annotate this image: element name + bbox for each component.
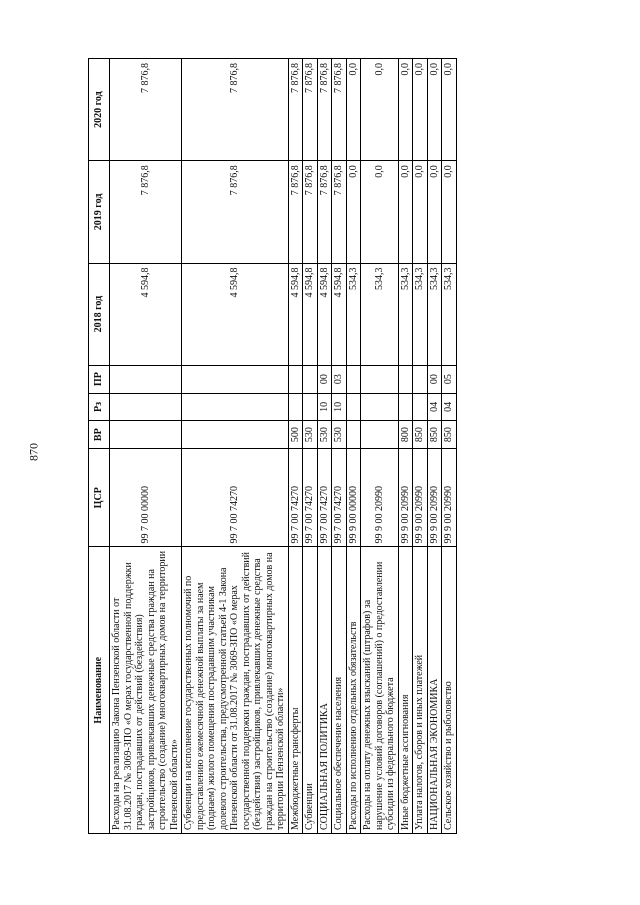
cell-rz [361,393,399,421]
cell-name: Межбюджетные трансферты [288,547,303,834]
cell-2019: 7 876,8 [182,161,289,263]
header-2019: 2019 год [89,161,110,263]
table-row [110,59,182,834]
cell-name: Сельское хозяйство и рыболовство [442,547,457,834]
cell-rz: 04 [427,393,442,421]
cell-name: Субвенции на исполнение государственных полномочий по предоставлению ежемесячной денежной выплаты за наем (поднаем) жилого помещения пострадавшим участникам долевого строительства, предусмотренной статьей 4-1 Закона Пензенской области от 31.08.2017 № 3069-ЗПО «О мерах государственной поддержки граждан, пострадавших от действий (бездействия) застройщиков, привлекавших денежные средства граждан на строительство (создание) многоквартирных домов на территории Пензенской области» [182,547,289,834]
cell-2018: 4 594,8 [317,263,332,365]
cell-2018: 4 594,8 [332,263,347,365]
cell-vr: 530 [317,421,332,449]
cell-csr: 99 7 00 74270 [303,449,318,547]
cell-rz [398,393,413,421]
cell-2018: 534,3 [427,263,442,365]
cell-2019: 7 876,8 [110,161,182,263]
cell-2018: 534,3 [442,263,457,365]
cell-2020: 7 876,8 [288,59,303,161]
cell-2020: 0,0 [361,59,399,161]
header-rz: Рз [89,393,110,421]
cell-vr: 800 [398,421,413,449]
cell-name: Уплата налогов, сборов и иных платежей [413,547,428,834]
cell-rz [346,393,361,421]
page-number: 870 [26,443,41,461]
cell-rz [288,393,303,421]
cell-2019: 7 876,8 [303,161,318,263]
cell-2020: 0,0 [398,59,413,161]
cell-2019: 0,0 [346,161,361,263]
header-2020: 2020 год [89,59,110,161]
cell-pr [398,365,413,393]
cell-pr: 03 [332,365,347,393]
cell-vr: 850 [413,421,428,449]
cell-2018: 4 594,8 [182,263,289,365]
cell-pr [182,365,289,393]
cell-pr: 00 [317,365,332,393]
cell-rz: 10 [317,393,332,421]
cell-name: Расходы на реализацию Закона Пензенской области от 31.08.2017 № 3069-ЗПО «О мерах государственной поддержки граждан, пострадавших от действий (бездействия) застройщиков, привлекавших денежные средства граждан на строительство (создание) многоквартирных домов на территории Пензенской области» [110,547,182,834]
cell-rz [182,393,289,421]
cell-2018: 4 594,8 [110,263,182,365]
cell-name: Субвенции [303,547,318,834]
cell-csr: 99 9 00 20990 [361,449,399,547]
cell-csr: 99 9 00 00000 [346,449,361,547]
cell-name: Расходы по исполнению отдельных обязательств [346,547,361,834]
cell-name: Иные бюджетные ассигнования [398,547,413,834]
header-vr: ВР [89,421,110,449]
cell-csr: 99 9 00 20990 [427,449,442,547]
cell-vr: 530 [332,421,347,449]
cell-pr [110,365,182,393]
cell-pr [346,365,361,393]
cell-2018: 4 594,8 [288,263,303,365]
cell-name: Социальное обеспечение населения [332,547,347,834]
header-2018: 2018 год [89,263,110,365]
cell-rz: 10 [332,393,347,421]
table-row [361,59,399,834]
cell-name: СОЦИАЛЬНАЯ ПОЛИТИКА [317,547,332,834]
cell-2018: 534,3 [398,263,413,365]
cell-csr: 99 7 00 74270 [332,449,347,547]
cell-2020: 0,0 [413,59,428,161]
cell-2019: 0,0 [442,161,457,263]
cell-2018: 534,3 [346,263,361,365]
table-row [288,59,303,834]
cell-2019: 0,0 [398,161,413,263]
cell-rz [110,393,182,421]
table-row [442,59,457,834]
cell-pr [288,365,303,393]
cell-2020: 7 876,8 [303,59,318,161]
cell-2018: 4 594,8 [303,263,318,365]
cell-vr [110,421,182,449]
cell-pr [361,365,399,393]
table-row [427,59,442,834]
cell-name: Расходы на оплату денежных взысканий (штрафов) за нарушение условий договоров (соглашений) о предоставлении субсидии из федерального бюджета [361,547,399,834]
cell-vr [346,421,361,449]
cell-vr [182,421,289,449]
cell-2019: 7 876,8 [332,161,347,263]
cell-vr [361,421,399,449]
cell-csr: 99 7 00 74270 [317,449,332,547]
table-header-row [89,59,110,834]
cell-rz [303,393,318,421]
cell-2019: 7 876,8 [317,161,332,263]
cell-pr: 00 [427,365,442,393]
cell-vr: 500 [288,421,303,449]
cell-name: НАЦИОНАЛЬНАЯ ЭКОНОМИКА [427,547,442,834]
cell-2020: 7 876,8 [182,59,289,161]
budget-table-container [88,58,508,834]
cell-2019: 7 876,8 [288,161,303,263]
table-row [413,59,428,834]
cell-vr: 850 [442,421,457,449]
cell-csr: 99 9 00 20990 [442,449,457,547]
budget-table [88,58,457,834]
cell-2018: 534,3 [413,263,428,365]
cell-rz [413,393,428,421]
cell-2019: 0,0 [361,161,399,263]
cell-vr: 850 [427,421,442,449]
cell-2020: 7 876,8 [110,59,182,161]
cell-pr: 05 [442,365,457,393]
cell-2020: 7 876,8 [317,59,332,161]
cell-2018: 534,3 [361,263,399,365]
table-row [346,59,361,834]
cell-2020: 0,0 [442,59,457,161]
cell-vr: 530 [303,421,318,449]
table-row [317,59,332,834]
table-row [332,59,347,834]
cell-pr [303,365,318,393]
header-csr: ЦСР [89,449,110,547]
cell-2019: 0,0 [427,161,442,263]
header-name: Наименование [89,547,110,834]
cell-pr [413,365,428,393]
cell-csr: 99 9 00 20990 [413,449,428,547]
cell-2020: 0,0 [346,59,361,161]
cell-2020: 0,0 [427,59,442,161]
header-pr: ПР [89,365,110,393]
cell-csr: 99 7 00 00000 [110,449,182,547]
table-row [182,59,289,834]
cell-2019: 0,0 [413,161,428,263]
cell-2020: 7 876,8 [332,59,347,161]
cell-rz: 04 [442,393,457,421]
cell-csr: 99 7 00 74270 [288,449,303,547]
table-row [303,59,318,834]
table-row [398,59,413,834]
cell-csr: 99 9 00 20990 [398,449,413,547]
cell-csr: 99 7 00 74270 [182,449,289,547]
